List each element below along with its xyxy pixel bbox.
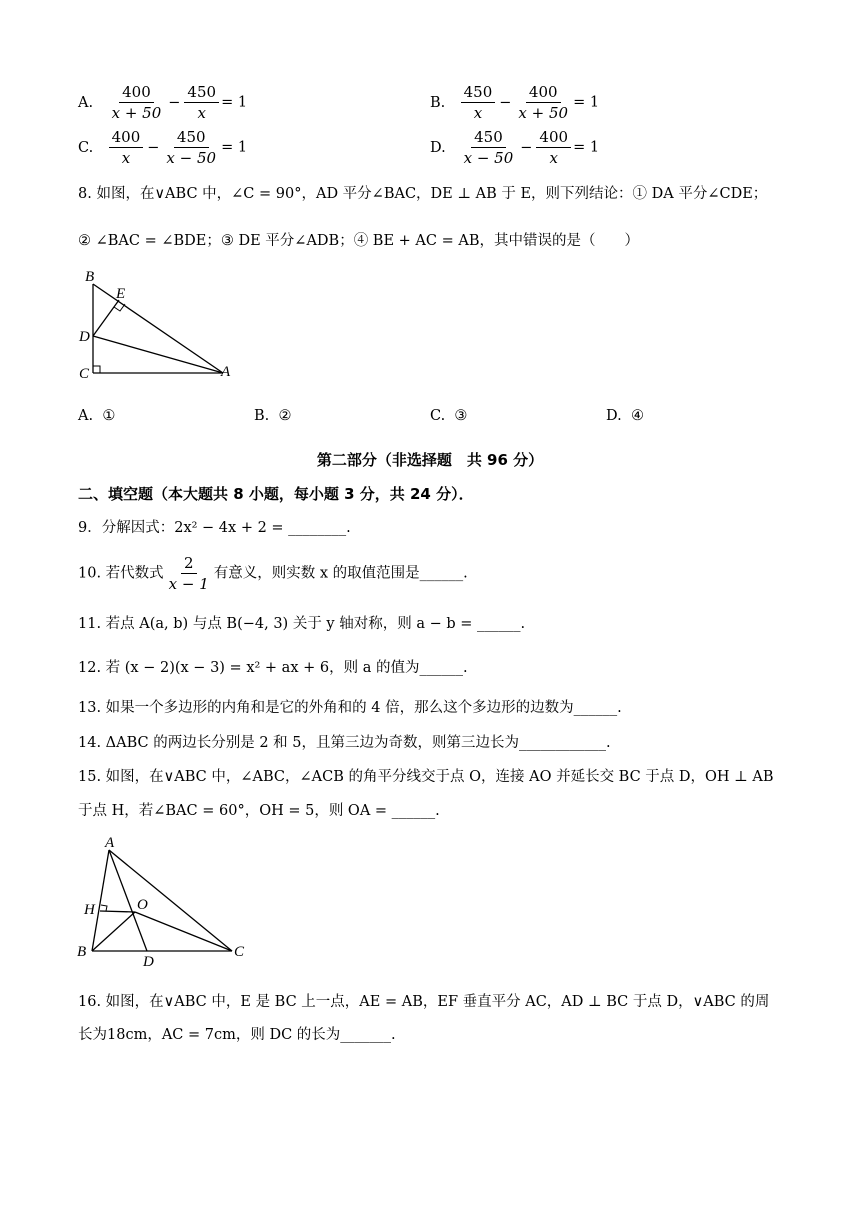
fraction: $\frac{2}{x - 1}$ [168, 554, 209, 593]
label-d: D [143, 954, 154, 970]
label-a: A [221, 364, 231, 380]
q7-option-a: A. $\frac{400}{x + 50}$ − $\frac{450}{x}$ = 1 [78, 83, 248, 122]
label-c: C [234, 944, 245, 960]
q8-line2: ② ∠BAC = ∠BDE；③ DE 平分∠ADB；④ BE + AC = AB，其中错误的是（ ） [78, 233, 639, 249]
fraction: $\frac{450}{x - 50}$ [166, 128, 217, 167]
fraction: $\frac{400}{x + 50}$ [111, 83, 162, 122]
label-e: E [116, 286, 126, 302]
label-b: B [85, 269, 95, 285]
q16-line2: 长为18cm，AC = 7cm，则 DC 的长为_______. [78, 1027, 396, 1043]
option-label: C. [78, 139, 94, 156]
q15-line1: 15. 如图，在∨ABC 中，∠ABC，∠ACB 的角平分线交于点 O，连接 AO 并延长交 BC 于点 D，OH ⊥ AB [78, 769, 774, 785]
label-d: D [79, 329, 90, 345]
q15-figure [72, 830, 262, 970]
option-label: A. [78, 94, 94, 111]
q14: 14. ΔABC 的两边长分别是 2 和 5，且第三边为奇数，则第三边长为____________. [78, 735, 611, 751]
label-a: A [105, 835, 115, 851]
option-label: B. [430, 94, 446, 111]
fraction: $\frac{450}{x}$ [461, 82, 496, 123]
label-o: O [137, 897, 148, 913]
label-b: B [77, 944, 87, 960]
q7-option-b: B. $\frac{450}{x}$ − $\frac{400}{x + 50}$ = 1 [430, 83, 600, 122]
q10: 10. 若代数式 $\frac{2}{x - 1}$ 有意义，则实数 x 的取值范围是______. [78, 554, 468, 593]
q16-line1: 16. 如图，在∨ABC 中，E 是 BC 上一点，AE = AB，EF 垂直平分 AC，AD ⊥ BC 于点 D，∨ABC 的周 [78, 994, 770, 1010]
q8-option-a: A. ① [78, 408, 116, 424]
q11: 11. 若点 A(a, b) 与点 B(−4, 3) 关于 y 轴对称，则 a − b = ______. [78, 616, 526, 632]
fraction: $\frac{450}{x - 50}$ [463, 128, 514, 167]
label-h: H [84, 902, 95, 918]
q7-option-d: D. $\frac{450}{x - 50}$ − $\frac{400}{x}$ = 1 [430, 128, 600, 167]
q8-option-c: C. ③ [430, 408, 468, 424]
q13: 13. 如果一个多边形的内角和是它的外角和的 4 倍，那么这个多边形的边数为______. [78, 700, 622, 716]
section2-heading: 二、填空题（本大题共 8 小题，每小题 3 分，共 24 分）． [78, 485, 474, 503]
q8-figure [75, 265, 245, 385]
q8-option-b: B. ② [254, 408, 292, 424]
part2-title: 第二部分（非选择题 共 96 分） [316, 451, 544, 469]
q8-option-d: D. ④ [606, 408, 644, 424]
fraction: $\frac{450}{x}$ [184, 82, 219, 123]
label-c: C [79, 366, 90, 382]
option-label: D. [430, 139, 446, 156]
q7-option-c: C. $\frac{400}{x}$ − $\frac{450}{x - 50}$ = 1 [78, 128, 248, 167]
q15-line2: 于点 H，若∠BAC = 60°，OH = 5，则 OA = ______. [78, 803, 440, 819]
fraction: $\frac{400}{x}$ [109, 127, 144, 168]
q12: 12. 若 (x − 2)(x − 3) = x² + ax + 6，则 a 的值为______. [78, 660, 468, 676]
fraction: $\frac{400}{x + 50}$ [518, 83, 569, 122]
q8-line1: 8. 如图，在∨ABC 中，∠C = 90°，AD 平分∠BAC，DE ⊥ AB 于 E，则下列结论：① DA 平分∠CDE； [78, 186, 768, 202]
q9: 9．分解因式：2x² − 4x + 2 = ________. [78, 520, 351, 536]
fraction: $\frac{400}{x}$ [536, 127, 571, 168]
